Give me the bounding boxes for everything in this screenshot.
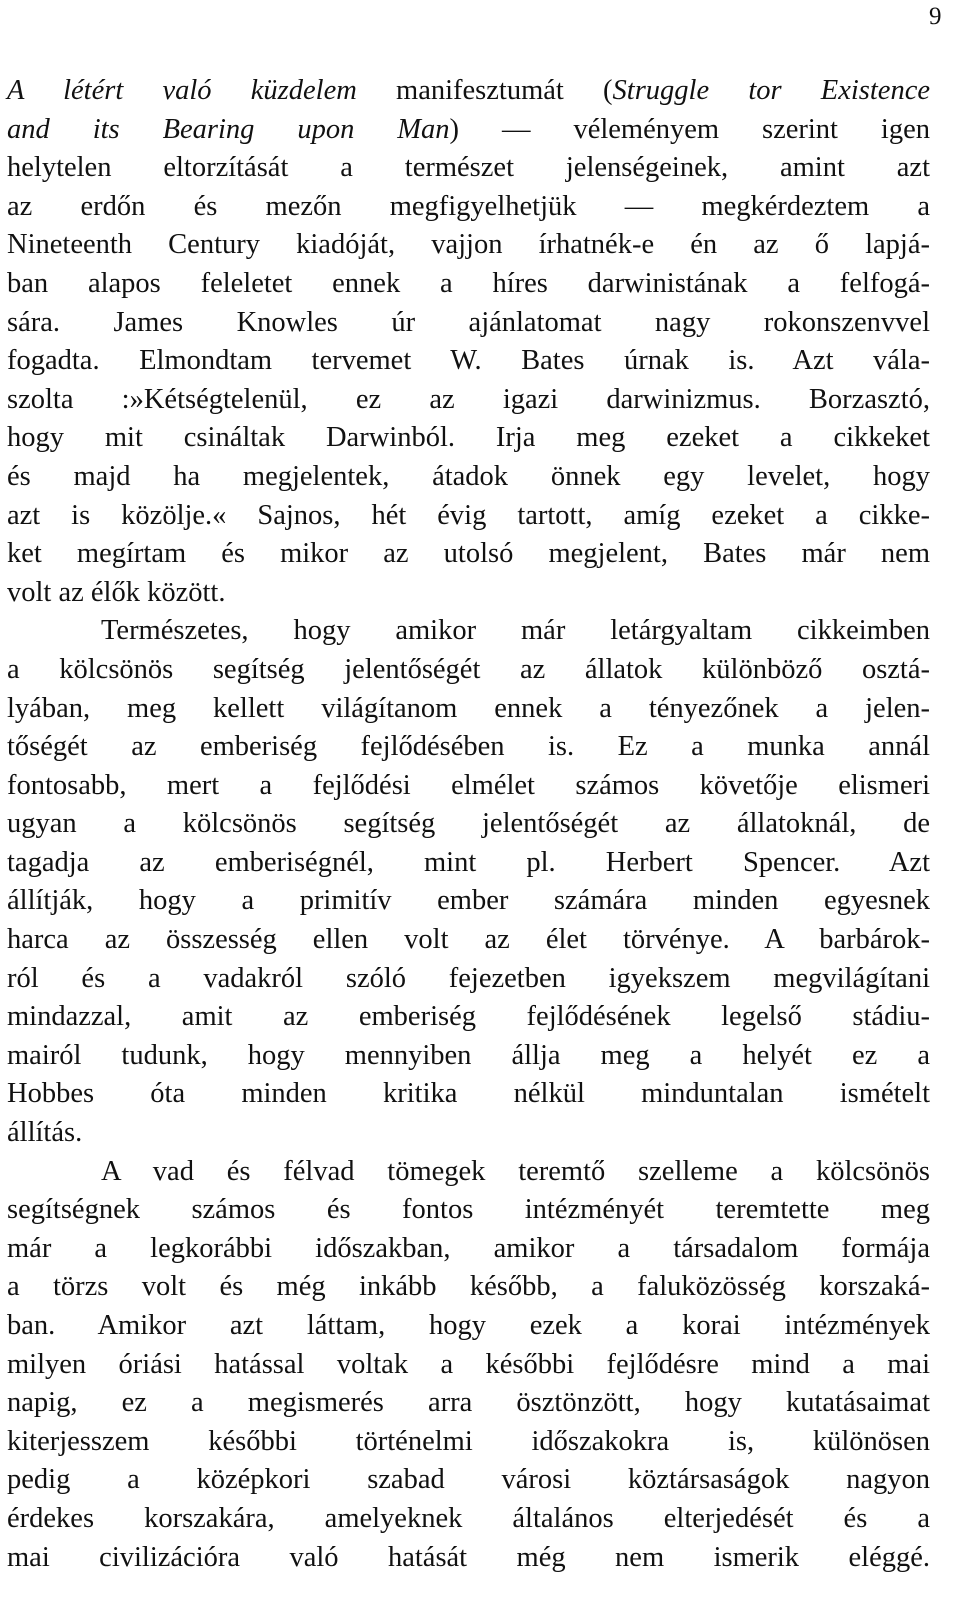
text-line: állítás. (7, 1117, 83, 1149)
text-line: helytelen eltorzítását a természet jelenségeinek, amint azt (7, 152, 930, 184)
body-text (7, 72, 930, 1577)
text-line: Hobbes óta minden kritika nélkül minduntalan ismételt (7, 1078, 930, 1110)
text-line: milyen óriási hatással voltak a későbbi fejlődésre mind a mai (7, 1348, 930, 1380)
page-number: 9 (929, 3, 942, 30)
book-title-italic: and its Bearing upon Man (7, 113, 450, 145)
text-line: tagadja az emberiségnél, mint pl. Herbert Spencer. Azt (7, 846, 930, 878)
text-line: a kölcsönös segítség jelentőségét az állatok különböző osztá- (7, 653, 930, 685)
text-line: már a legkorábbi időszakban, amikor a társadalom formája (7, 1232, 930, 1264)
text-line: mindazzal, amit az emberiség fejlődésének legelső stádiu- (7, 1001, 930, 1033)
text-line: azt is közölje.« Sajnos, hét évig tartott, amíg ezeket a cikke- (7, 499, 930, 531)
text-line: and its Bearing upon Man) — véleményem szerint igen (7, 113, 930, 145)
text-line: fogadta. Elmondtam tervemet W. Bates úrnak is. Azt vála- (7, 345, 930, 377)
text-line: ról és a vadakról szóló fejezetben igyekszem megvilágítani (7, 962, 930, 994)
paragraph-1 (7, 72, 930, 612)
text-line: sára. James Knowles úr ajánlatomat nagy rokonszenvvel (7, 306, 930, 338)
text-line: ket megírtam és mikor az utolsó megjelent, Bates már nem (7, 538, 930, 570)
text-line: Természetes, hogy amikor már letárgyaltam cikkeimben (101, 615, 930, 647)
text-line: A vad és félvad tömegek teremtő szelleme a kölcsönös (101, 1155, 930, 1187)
text-line: kiterjesszem későbbi történelmi időszakokra is, különösen (7, 1425, 930, 1457)
text-line: A létért való küzdelem manifesztumát (Struggle tor Existence (7, 75, 930, 106)
text-line: érdekes korszakára, amelyeknek általános elterjedését és a (7, 1502, 930, 1534)
text-line: segítségnek számos és fontos intézményét teremtette meg (7, 1194, 930, 1226)
text-line: szolta :»Kétségtelenül, ez az igazi darwinizmus. Borzasztó, (7, 383, 930, 415)
text-line: mai civilizációra való hatását még nem ismerik eléggé. (7, 1541, 930, 1573)
paragraph-2 (7, 612, 930, 1152)
text-line: volt az élők között. (7, 576, 226, 608)
text-line: Nineteenth Century kiadóját, vajjon írhatnék-e én az ő lapjá- (7, 229, 930, 261)
text-line: ban. Amikor azt láttam, hogy ezek a korai intézmények (7, 1310, 930, 1341)
text-line: állítják, hogy a primitív ember számára minden egyesnek (7, 885, 930, 917)
book-title-italic: A létért való küzdelem (7, 75, 357, 106)
text-line: az erdőn és mezőn megfigyelhetjük — megkérdeztem a (7, 190, 930, 222)
text-line: napig, ez a megismerés arra ösztönzött, hogy kutatásaimat (7, 1387, 930, 1419)
text-line: hogy mit csináltak Darwinból. Irja meg ezeket a cikkeket (7, 422, 930, 454)
text-line: lyában, meg kellett világítanom ennek a tényezőnek a jelen- (7, 692, 930, 724)
text-line: és majd ha megjelentek, átadok önnek egy levelet, hogy (7, 460, 930, 492)
text-line: pedig a középkori szabad városi köztársaságok nagyon (7, 1464, 930, 1496)
text-line: tőségét az emberiség fejlődésében is. Ez a munka annál (7, 731, 930, 763)
text-line: mairól tudunk, hogy mennyiben állja meg a helyét ez a (7, 1039, 930, 1071)
text-line: fontosabb, mert a fejlődési elmélet számos követője elismeri (7, 769, 930, 801)
text-line: harca az összesség ellen volt az élet törvénye. A barbárok- (7, 924, 930, 956)
text-line: a törzs volt és még inkább később, a faluközösség korszaká- (7, 1271, 930, 1303)
text-line: ugyan a kölcsönös segítség jelentőségét az állatoknál, de (7, 808, 930, 840)
text-line: ban alapos feleletet ennek a híres darwinistának a felfogá- (7, 267, 930, 299)
book-title-italic: Struggle tor Existence (612, 75, 930, 106)
paragraph-3 (7, 1153, 930, 1578)
